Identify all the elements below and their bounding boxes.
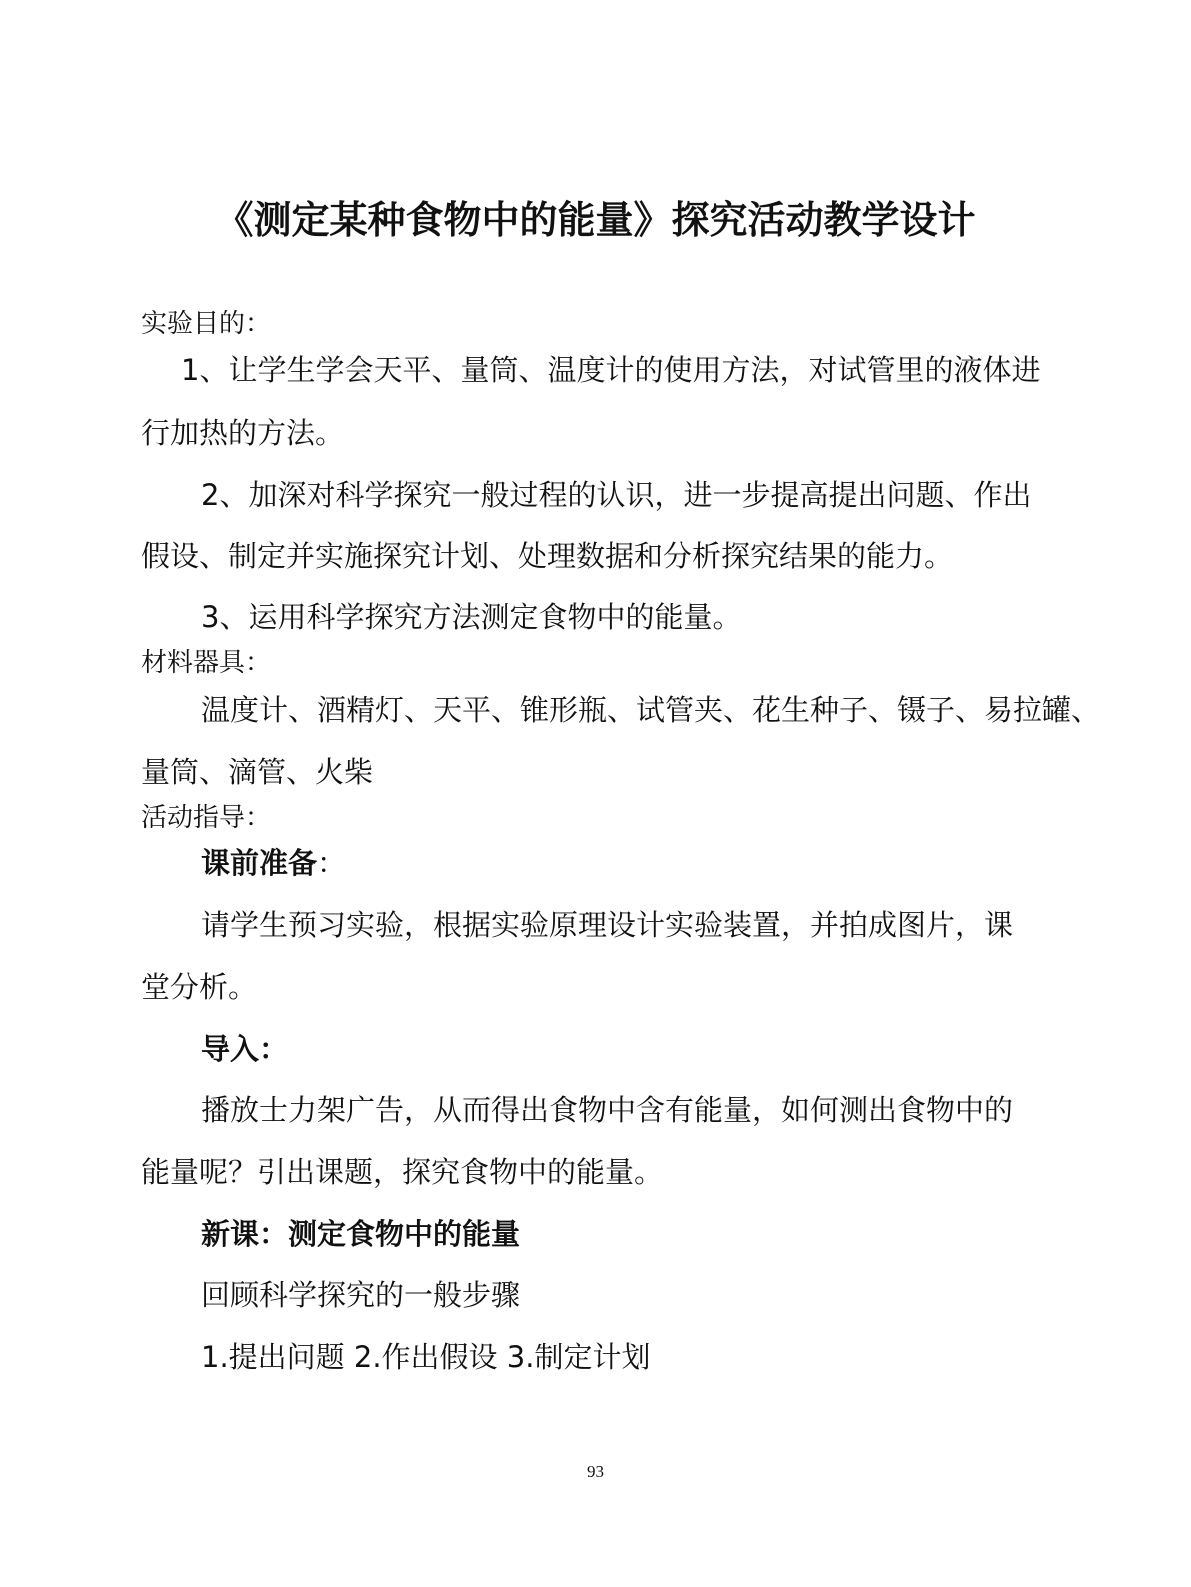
purpose-heading: 实验目的： bbox=[141, 309, 272, 339]
materials-heading: 材料器具： bbox=[141, 648, 272, 678]
guide-heading: 活动指导： bbox=[141, 803, 272, 833]
intro-heading: 导入： bbox=[201, 1032, 289, 1066]
page-number: 93 bbox=[587, 1462, 604, 1481]
newlesson-heading: 新课：测定食物中的能量 bbox=[201, 1217, 521, 1251]
review-line: 回顾科学探究的一般步骤 bbox=[201, 1278, 521, 1312]
prep-line1: 请学生预习实验，根据实验原理设计实验装置，并拍成图片，课 bbox=[201, 908, 1014, 942]
purpose-1-line1: 1、让学生学会天平、量筒、温度计的使用方法，对试管里的液体进 bbox=[181, 353, 1041, 387]
intro-line2: 能量呢？引出课题，探究食物中的能量。 bbox=[141, 1155, 664, 1189]
purpose-1-line2: 行加热的方法。 bbox=[141, 416, 345, 450]
materials-line1: 温度计、酒精灯、天平、锥形瓶、试管夹、花生种子、镊子、易拉罐、 bbox=[201, 693, 1101, 727]
purpose-2-line2: 假设、制定并实施探究计划、处理数据和分析探究结果的能力。 bbox=[141, 539, 954, 573]
prep-colon: ： bbox=[317, 846, 347, 880]
document-title: 《测定某种食物中的能量》探究活动教学设计 bbox=[215, 198, 976, 242]
steps-line: 1.提出问题 2.作出假设 3.制定计划 bbox=[201, 1340, 651, 1374]
purpose-2-line1: 2、加深对科学探究一般过程的认识，进一步提高提出问题、作出 bbox=[201, 478, 1032, 512]
purpose-3: 3、运用科学探究方法测定食物中的能量。 bbox=[201, 600, 742, 634]
prep-line2: 堂分析。 bbox=[141, 970, 258, 1004]
materials-line2: 量筒、滴管、火柴 bbox=[141, 755, 374, 789]
intro-line1: 播放士力架广告，从而得出食物中含有能量，如何测出食物中的 bbox=[201, 1093, 1014, 1127]
prep-heading-line bbox=[201, 843, 346, 883]
prep-heading: 课前准备 bbox=[201, 846, 318, 880]
